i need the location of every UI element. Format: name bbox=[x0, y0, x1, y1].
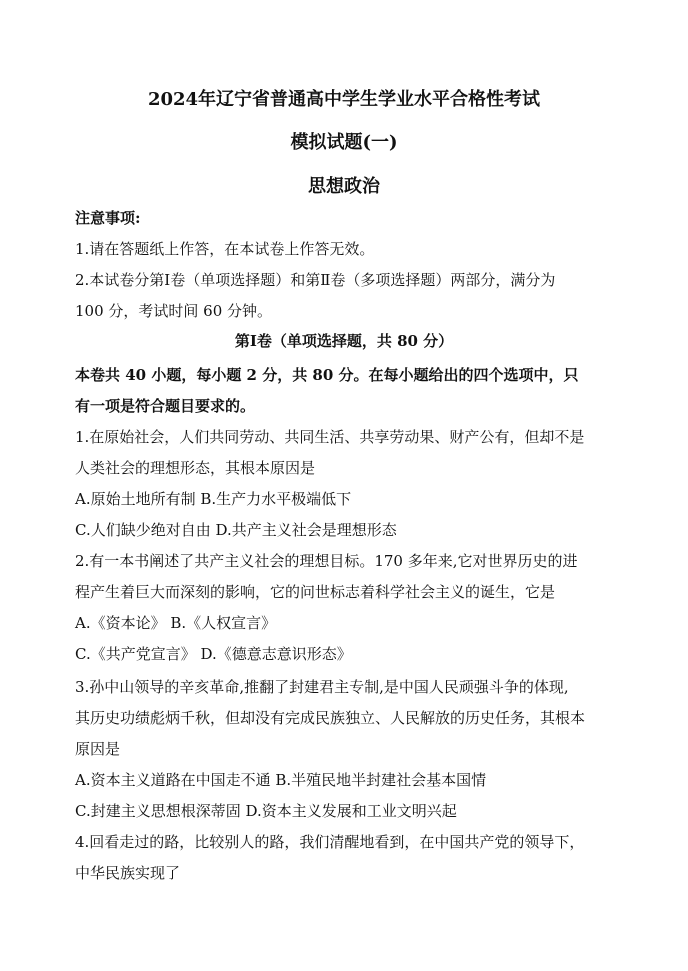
notes-line-2-cont: 100 分，考试时间 60 分钟。 bbox=[75, 302, 273, 320]
question-3-stem-cont: 其历史功绩彪炳千秋，但却没有完成民族独立、人民解放的历史任务，其根本 bbox=[75, 709, 586, 727]
notes-line-2: 2.本试卷分第Ⅰ卷（单项选择题）和第Ⅱ卷（多项选择题）两部分，满分为 bbox=[75, 271, 556, 289]
question-3-stem: 3.孙中山领导的辛亥革命,推翻了封建君主专制,是中国人民顽强斗争的体现, bbox=[75, 678, 569, 696]
exam-subtitle: 模拟试题(一) bbox=[290, 132, 398, 153]
notes-line-1: 1.请在答题纸上作答，在本试卷上作答无效。 bbox=[75, 240, 375, 258]
question-4-stem: 4.回看走过的路，比较别人的路，我们清醒地看到，在中国共产党的领导下， bbox=[75, 833, 585, 851]
question-3-options-cd: C.封建主义思想根深蒂固 D.资本主义发展和工业文明兴起 bbox=[75, 802, 457, 820]
question-4-stem-cont: 中华民族实现了 bbox=[75, 864, 181, 882]
section-instruction-cont: 有一项是符合题目要求的。 bbox=[75, 397, 256, 415]
question-1-options-ab: A.原始土地所有制 B.生产力水平极端低下 bbox=[75, 490, 352, 508]
section-instruction: 本卷共 40 小题，每小题 2 分，共 80 分。在每小题给出的四个选项中，只 bbox=[75, 366, 579, 384]
question-2-options-ab: A.《资本论》 B.《人权宣言》 bbox=[75, 614, 277, 632]
question-3-options-ab: A.资本主义道路在中国走不通 B.半殖民地半封建社会基本国情 bbox=[75, 771, 487, 789]
question-2-stem-cont: 程产生着巨大而深刻的影响，它的问世标志着科学社会主义的诞生，它是 bbox=[75, 583, 556, 601]
question-1-options-cd: C.人们缺少绝对自由 D.共产主义社会是理想形态 bbox=[75, 521, 397, 539]
question-1-stem-cont: 人类社会的理想形态，其根本原因是 bbox=[75, 459, 316, 477]
question-3-stem-end: 原因是 bbox=[75, 740, 121, 758]
exam-subject: 思想政治 bbox=[308, 176, 380, 197]
question-2-options-cd: C.《共产党宣言》 D.《德意志意识形态》 bbox=[75, 645, 352, 663]
notes-heading: 注意事项: bbox=[75, 209, 141, 227]
exam-title: 2024年辽宁省普通高中学生学业水平合格性考试 bbox=[147, 89, 541, 110]
question-2-stem: 2.有一本书阐述了共产主义社会的理想目标。170 多年来,它对世界历史的进 bbox=[75, 552, 578, 570]
section-title: 第Ⅰ卷（单项选择题，共 80 分） bbox=[234, 332, 454, 350]
question-1-stem: 1.在原始社会，人们共同劳动、共同生活、共享劳动果、财产公有，但却不是 bbox=[75, 428, 585, 446]
